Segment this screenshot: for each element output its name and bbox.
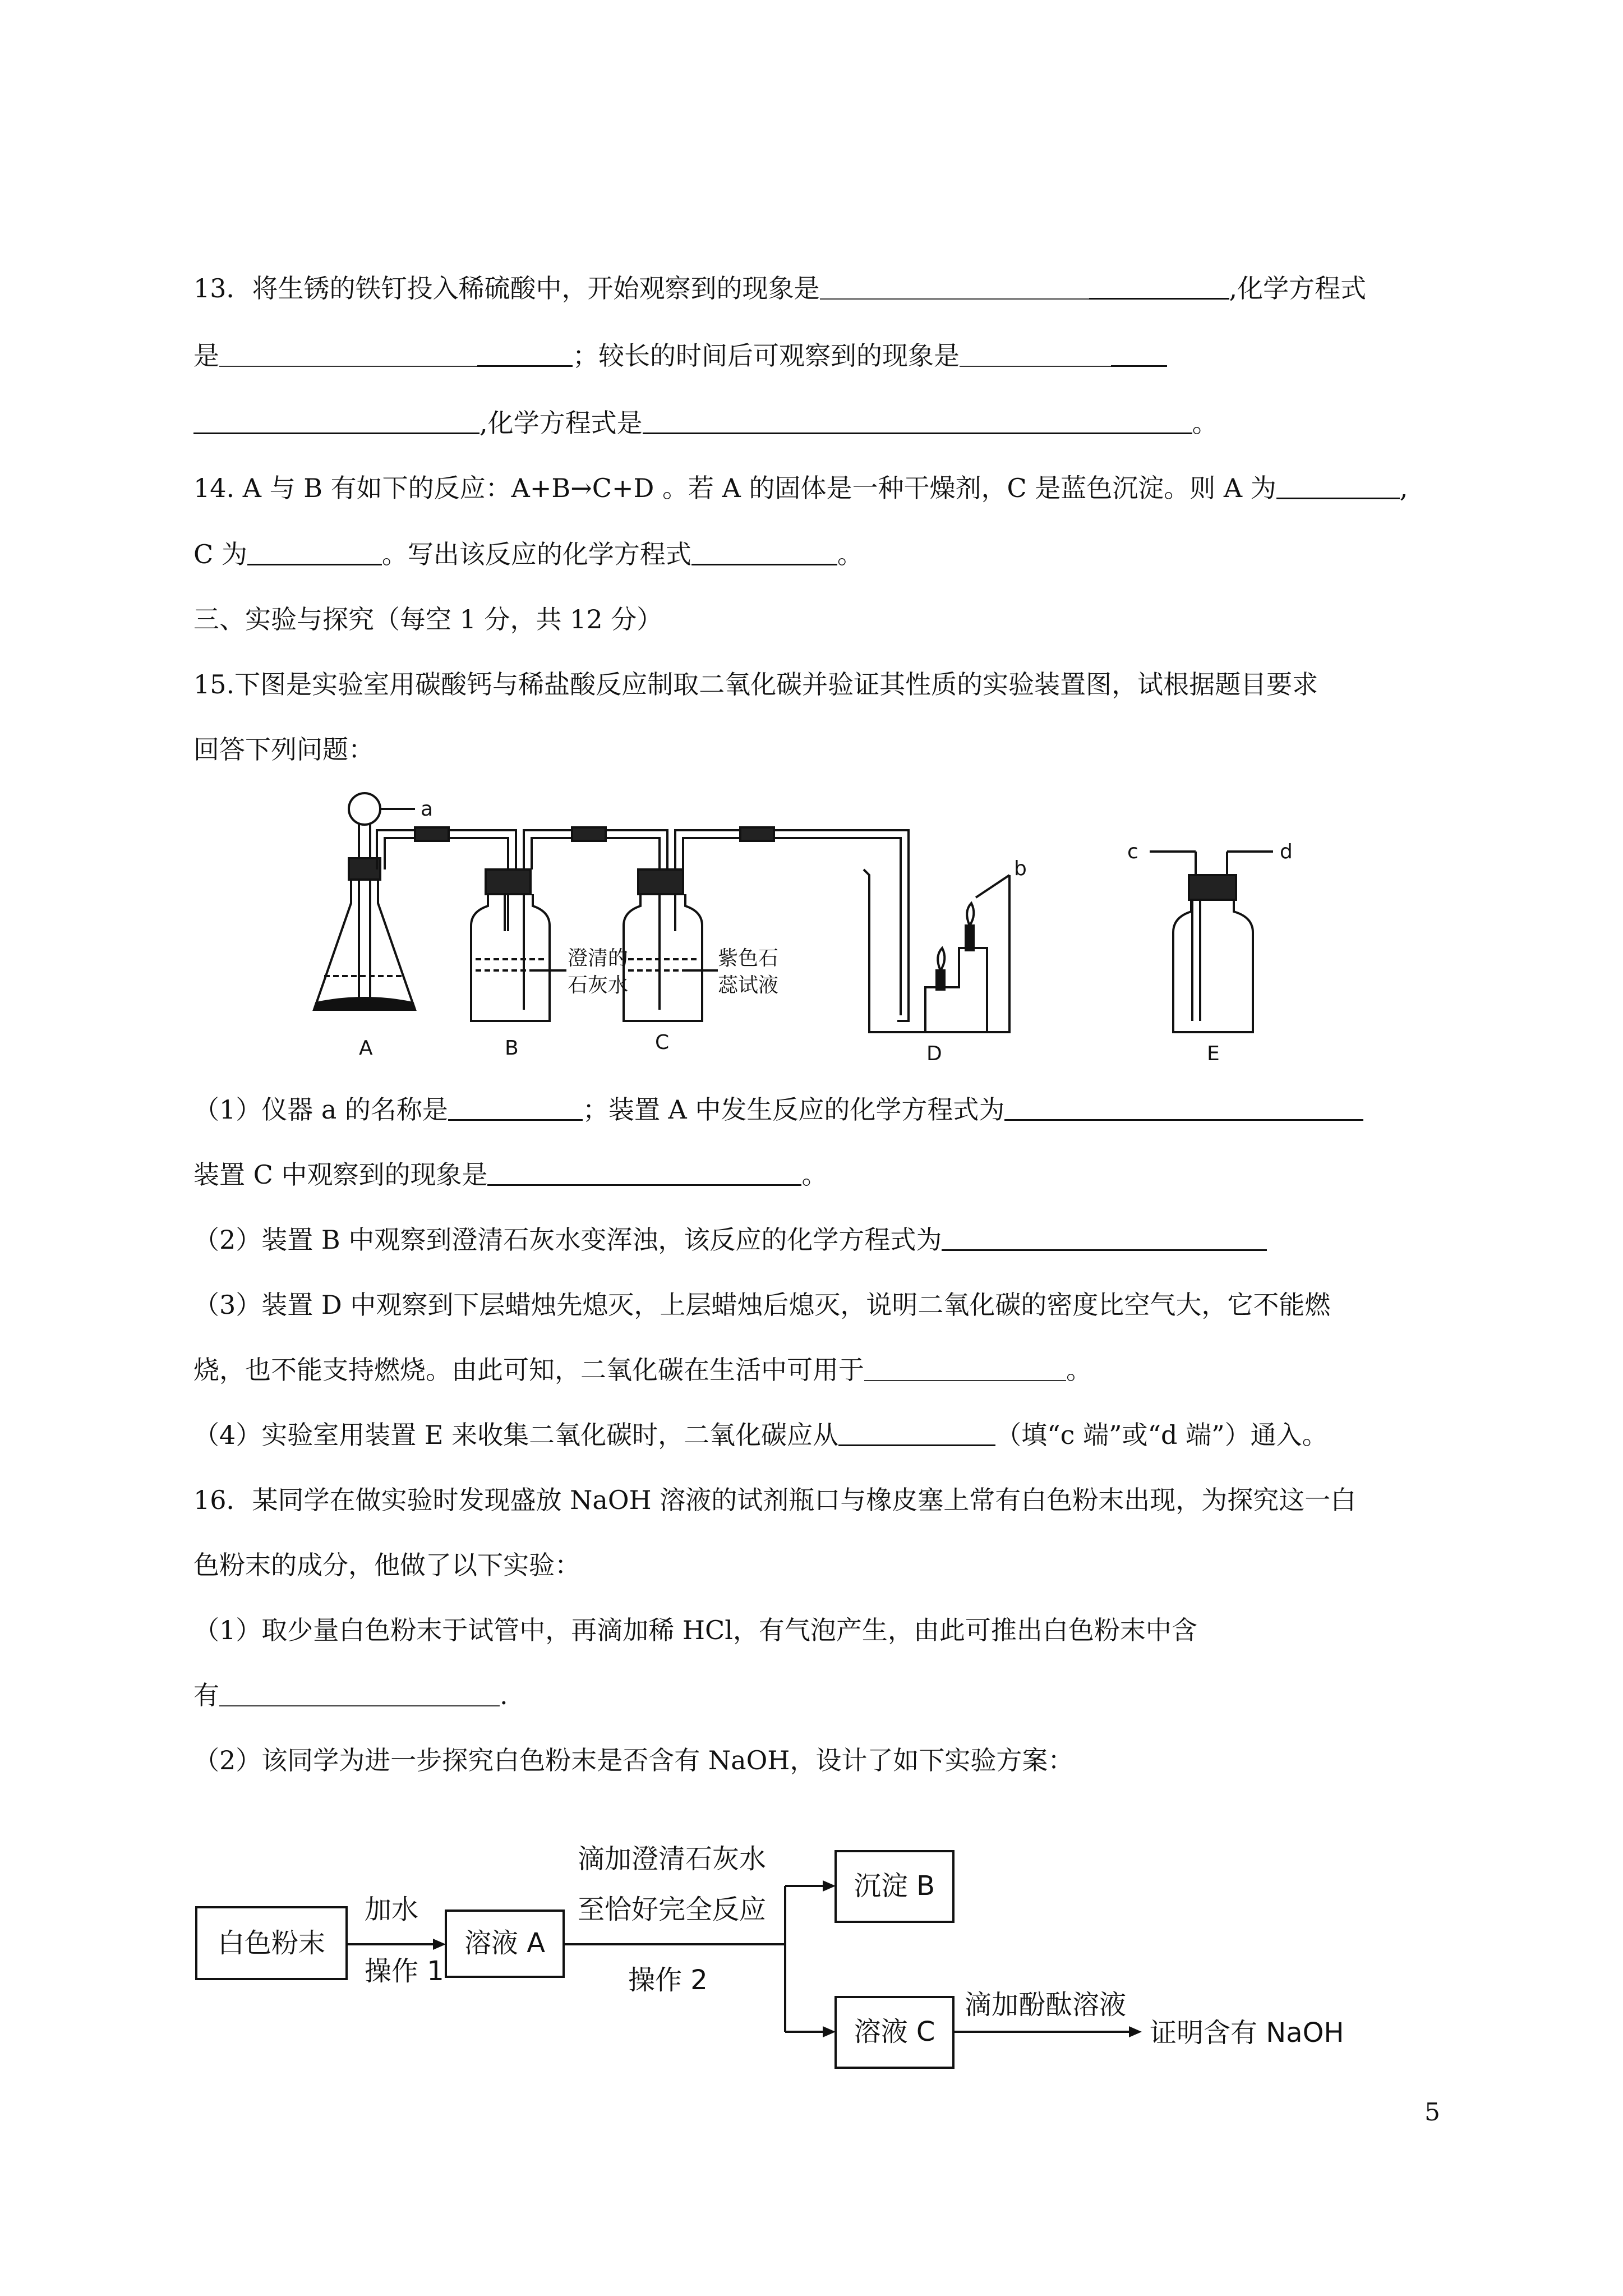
limewater-label-2: 石灰水 — [568, 974, 629, 997]
q15-part1-line1: （1）仪器 a 的名称是 ；装置 A 中发生反应的化学方程式为 — [193, 1093, 1363, 1126]
flow-add-lime-2: 至恰好完全反应 — [578, 1894, 767, 1925]
q16-intro1: 16．某同学在做实验时发现盛放 NaOH 溶液的试剂瓶口与橡皮塞上常有白色粉末出现，为探究这一白 — [193, 1485, 1357, 1515]
flow-add-phenol: 滴加酚酞溶液 — [965, 1989, 1127, 2021]
blank[interactable] — [942, 1225, 1267, 1251]
q16-intro2: 色粉末的成分，他做了以下实验： — [193, 1550, 580, 1580]
litmus-label-1: 紫色石 — [718, 947, 779, 970]
apparatus-a — [314, 793, 415, 1010]
q15-part2: （2）装置 B 中观察到澄清石灰水变浑浊，该反应的化学方程式为 — [193, 1223, 1267, 1257]
flow-solution-c: 溶液 C — [854, 2016, 935, 2047]
limewater-label-1: 澄清的 — [568, 947, 629, 970]
flow-op1: 操作 1 — [365, 1955, 444, 1987]
blank[interactable] — [691, 539, 837, 565]
q13-text: 13．将生锈的铁钉投入稀硫酸中，开始观察到的现象是 — [193, 273, 820, 303]
q15-part1-line2: 装置 C 中观察到的现象是 。 — [193, 1159, 828, 1190]
q13-line2: 是 ；较长的时间后可观察到的现象是 — [193, 339, 1167, 372]
label-A: A — [359, 1037, 373, 1060]
q15-part3-line1: （3）装置 D 中观察到下层蜡烛先熄灭，上层蜡烛后熄灭，说明二氧化碳的密度比空气大，它不能燃 — [193, 1290, 1331, 1320]
q16-part2: （2）该同学为进一步探究白色粉末是否含有 NaOH，设计了如下实验方案： — [193, 1745, 1074, 1775]
blank[interactable] — [864, 1355, 1066, 1381]
blank[interactable] — [1111, 341, 1167, 367]
apparatus-diagram — [303, 785, 1357, 1077]
flow-precipitate-b: 沉淀 B — [854, 1870, 935, 1902]
blank[interactable] — [247, 539, 382, 565]
label-E: E — [1207, 1042, 1220, 1065]
blank[interactable] — [219, 341, 477, 367]
apparatus-d — [864, 869, 1009, 1032]
blank[interactable] — [448, 1094, 583, 1121]
flow-white-powder: 白色粉末 — [217, 1927, 326, 1959]
blank[interactable] — [960, 341, 1111, 367]
apparatus-b — [471, 869, 550, 1021]
label-C: C — [655, 1031, 670, 1054]
label-a: a — [421, 798, 434, 821]
flow-conclusion: 证明含有 NaOH — [1150, 2017, 1344, 2049]
label-c: c — [1127, 840, 1138, 863]
label-B: B — [505, 1037, 519, 1060]
label-D: D — [926, 1042, 942, 1065]
flow-solution-a: 溶液 A — [464, 1927, 546, 1959]
q14-line1: 14. A 与 B 有如下的反应：A+B→C+D 。若 A 的固体是一种干燥剂，C 是蓝色沉淀。则 A 为 , — [193, 473, 1408, 503]
section-heading: 三、实验与探究（每空 1 分，共 12 分） — [193, 604, 663, 634]
label-d: d — [1280, 840, 1293, 863]
blank[interactable] — [820, 274, 1089, 300]
blank[interactable] — [1089, 273, 1229, 300]
blank[interactable] — [1276, 473, 1400, 499]
flow-diagram — [191, 1834, 1368, 2104]
blank[interactable] — [643, 408, 1192, 434]
flow-op2: 操作 2 — [628, 1964, 708, 1996]
blank[interactable] — [838, 1420, 995, 1446]
apparatus-c — [624, 869, 702, 1021]
q15-intro1: 15.下图是实验室用碳酸钙与稀盐酸反应制取二氧化碳并验证其性质的实验装置图，试根据题目要求 — [193, 669, 1318, 700]
q16-part1-line2: 有 . — [193, 1680, 508, 1710]
q13-line1: 13．将生锈的铁钉投入稀硫酸中，开始观察到的现象是 ,化学方程式 — [193, 273, 1367, 303]
q14-line2: C 为 。写出该反应的化学方程式 。 — [193, 539, 863, 569]
blank[interactable] — [487, 1159, 801, 1186]
blank[interactable] — [1004, 1094, 1363, 1121]
label-b: b — [1014, 857, 1027, 880]
q16-part1-line1: （1）取少量白色粉末于试管中，再滴加稀 HCl，有气泡产生，由此可推出白色粉末中含 — [193, 1615, 1197, 1645]
q15-part4: （4）实验室用装置 E 来收集二氧化碳时，二氧化碳应从 （填“c 端”或“d 端”）通入。 — [193, 1420, 1328, 1450]
blank[interactable] — [219, 1681, 500, 1706]
q15-part3-line2: 烧，也不能支持燃烧。由此可知，二氧化碳在生活中可用于 。 — [193, 1355, 1092, 1385]
blank[interactable] — [477, 341, 573, 367]
flow-add-lime-1: 滴加澄清石灰水 — [578, 1843, 767, 1875]
q15-intro2: 回答下列问题： — [193, 734, 374, 765]
flow-add-water: 加水 — [365, 1894, 419, 1925]
blank[interactable] — [193, 408, 479, 434]
q13-line3: ,化学方程式是 。 — [193, 406, 1218, 440]
litmus-label-2: 蕊试液 — [718, 974, 779, 997]
page-number: 5 — [1424, 2098, 1440, 2127]
apparatus-e — [1150, 852, 1273, 1032]
